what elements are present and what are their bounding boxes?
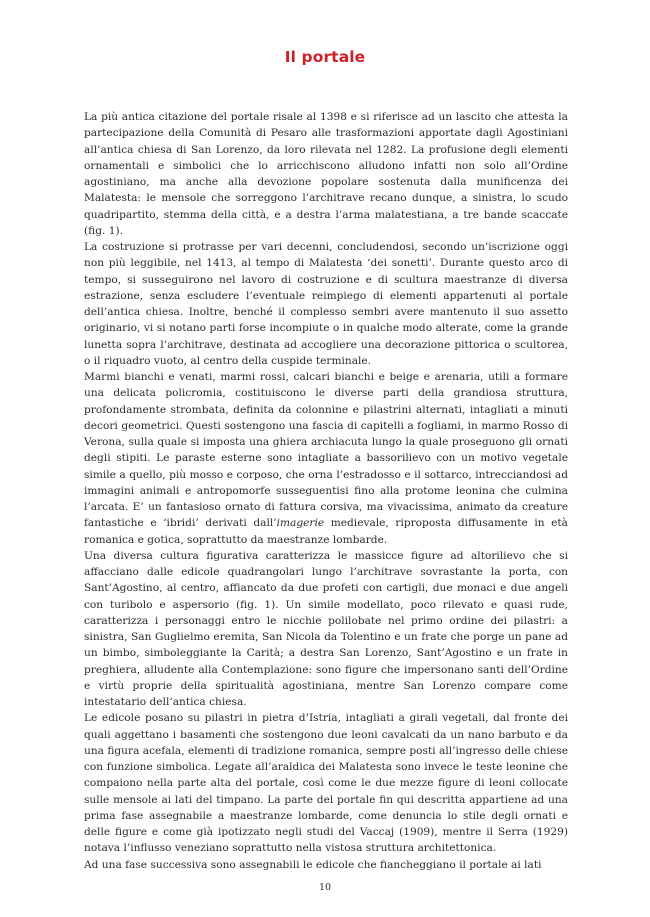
paragraph: Una diversa cultura figurativa caratterizza le massicce figure ad altorilievo che si affacciano dalle edicole quadrangolari lungo l’architrave sovrastante la porta, con Sant’Agostino, al centro, affiancato da due profeti con cartigli, due monaci e due angeli con turibolo e aspersorio (fig. 1). Un simile modellato, poco rilevato e quasi rude, caratterizza i personaggi entro le nicchie polilobate nel primo ordine dei pilastri: a sinistra, San Guglielmo eremita, San Nicola da Tolentino e un frate che porge un pane ad un bimbo, simboleggiante la Carità; a destra San Lorenzo, Sant’Agostino e un frate in preghiera, alludente alla Contemplazione: sono figure che impersonano santi dell’Ordine e virtù proprie della spiritualità agostiniana, mentre San Lorenzo compare come intestatario dell’antica chiesa. (84, 549, 568, 708)
paragraph: Le edicole posano su pilastri in pietra d’Istria, intagliati a girali vegetali, dal fronte dei quali aggettano i basamenti che sostengono due leoni cavalcati da un nano barbuto e da una figura acefala, elementi di tradizione romanica, sempre posti all’ingresso delle chiese con funzione simbolica. Legate all’araldica dei Malatesta sono invece le teste leonine che compaiono nella parte alta del portale, così come le due mezze figure di leoni collocate sulle mensole ai lati del timpano. La parte del portale fin qui descritta appartiene ad una prima fase assegnabile a maestranze lombarde, come denuncia lo stile degli ornati e delle figure e come già ipotizzato negli studi del Vaccaj (1909), mentre il Serra (1929) notava l’influsso veneziano soprattutto nella vistosa struttura architettonica. (84, 712, 568, 855)
paragraph: Ad una fase successiva sono assegnabili le edicole che fiancheggiano il portale ai lati (84, 858, 542, 871)
body-text (84, 109, 568, 873)
page-title: Il portale (284, 48, 366, 66)
paragraph: Marmi bianchi e venati, marmi rossi, calcari bianchi e beige e arenaria, utili a formare una delicata policromia, costituiscono le diverse parti della grandiosa struttura, profondamente strombata, definita da colonnine e pilastrini alternati, intagliati a minuti decori geometrici. Questi sostengono una fascia di capitelli a fogliami, in marmo Rosso di Verona, sulla quale si imposta una ghiera archiacuta lungo la quale proseguono gli ornati degli stipiti. Le paraste esterne sono intagliate a bassorilievo con un motivo vegetale simile a quello, più mosso e corposo, che orna l’estradosso e il sottarco, intrecciandosi ad immagini animali e antropomorfe susseguentisi fino alla protome leonina che culmina l’arcata. E’ un fantasioso ornato di fattura corsiva, ma vivacissima, animato da creature fantastiche e ‘ibridi’ derivati dall’imagerie medievale, riproposta diffusamente in età romanica e gotica, soprattutto da maestranze lombarde. (84, 371, 568, 546)
paragraph: La costruzione si protrasse per vari decenni, concludendosi, secondo un’iscrizione oggi non più leggibile, nel 1413, al tempo di Malatesta ‘dei sonetti’. Durante questo arco di tempo, si susseguirono nel lavoro di costruzione e di scultura maestranze di diversa estrazione, senza escludere l’eventuale reimpiego di elementi appartenuti al portale dell’antica chiesa. Inoltre, benché il complesso sembri avere mantenuto il suo assetto originario, vi si notano parti forse incompiute o in qualche modo alterate, come la grande lunetta sopra l’architrave, destinata ad accogliere una decorazione pittorica o scultorea, o il riquadro vuoto, al centro della cuspide terminale. (84, 241, 568, 367)
page-number: 10 (318, 882, 332, 893)
paragraph: La più antica citazione del portale risale al 1398 e si riferisce ad un lascito che attesta la partecipazione della Comunità di Pesaro alle trasformazioni apportate dagli Agostiniani all’antica chiesa di San Lorenzo, da loro rilevata nel 1282. La profusione degli elementi ornamentali e simbolici che lo arricchiscono alludono infatti non solo all’Ordine agostiniano, ma anche alla devozione popolare sostenuta dalla munificenza dei Malatesta: le mensole che sorreggono l’architrave recano dunque, a sinistra, lo scudo quadripartito, stemma della città, e a destra l’arma malatestiana, a tre bande scaccate (fig. 1). (84, 111, 568, 237)
italic-term: imagerie (276, 517, 325, 530)
